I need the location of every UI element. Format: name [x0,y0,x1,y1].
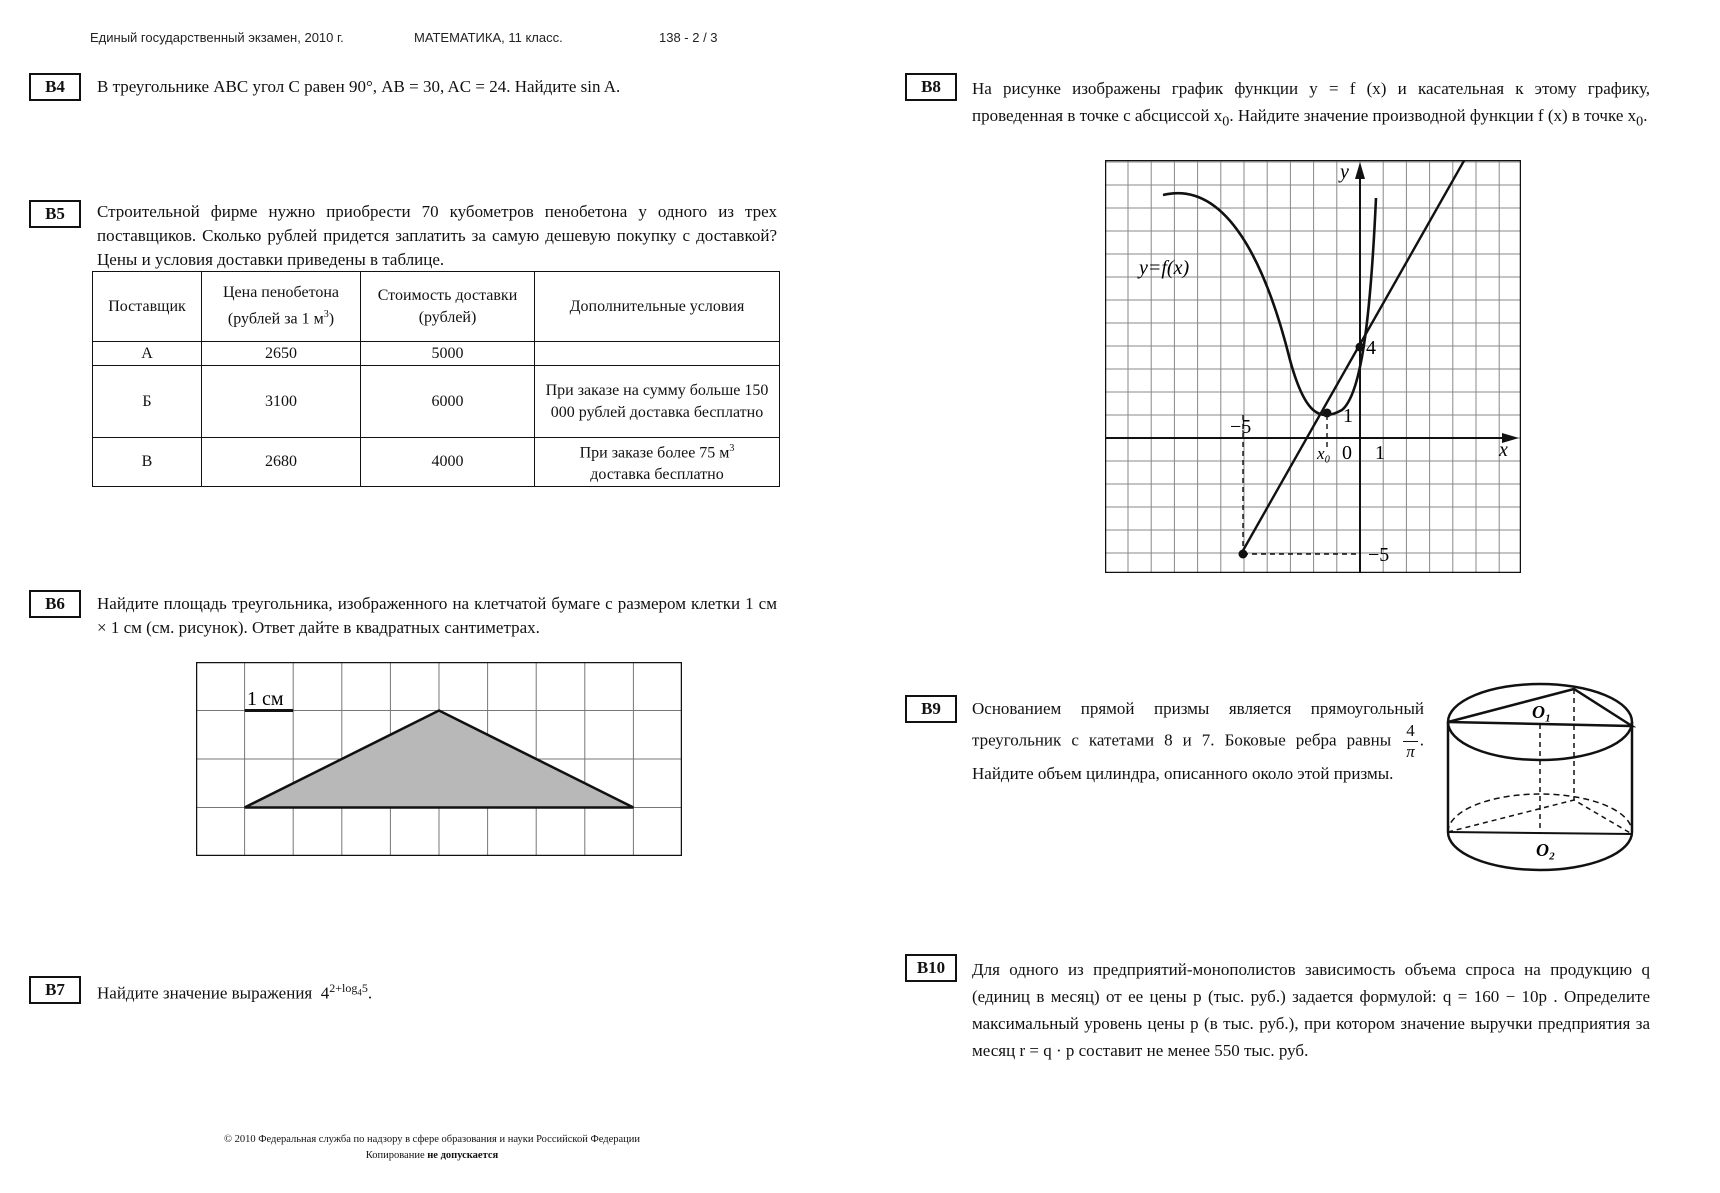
supplier-table [92,271,780,487]
b10-label: B10 [905,954,957,982]
b10-text: Для одного из предприятий-монополистов зависимость объема спроса на продукцию q (единиц в месяц) от ее цены p (тыс. руб.) задается формулой: q = 160 − 10p . Определите максимальный уровень цены p (в тыс. руб.), при котором значение выручки предприятия за месяц r = q · p составит не менее 550 тыс. руб. [972,960,1650,1060]
b9-label: B9 [905,695,957,723]
b8-text: На рисунке изображены график функции y = f (x) и касательная к этому графику, проведенная в точке с абсциссой $x_0$. Найдите значение производной функции f (x) в точке $x_0$. [972,79,1650,130]
tick-m5y: −5 [1368,544,1390,566]
header-exam: Единый государственный экзамен, 2010 г. [90,30,344,45]
b9-text: Основанием прямой призмы является прямоугольный треугольник с катетами 8 и 7. Боковые ребра равны $\frac{4}{\pi}$ . Найдите объем цилиндра, описанного около этой призмы. [972,699,1425,783]
b4-label: B4 [29,73,81,101]
b6-scale-label: 1 см [247,688,284,710]
tick-x0: x₀ [1317,444,1331,463]
table-header-delivery: Стоимость доставки (рублей) [361,272,535,342]
table-header-price: Цена пенобетона (рублей за 1 $м^3$) [202,272,361,342]
tangent-point [1323,409,1332,418]
header-subject: МАТЕМАТИКА, 11 класс. [414,30,563,45]
b6-text: Найдите площадь треугольника, изображенного на клетчатой бумаге с размером клетки 1 см × 1 см (см. рисунок). Ответ дайте в квадратных сантиметрах. [97,594,777,637]
table-row: Б 3100 6000 При заказе на сумму больше 150 000 рублей доставка бесплатно [93,366,780,438]
b5-text: Строительной фирме нужно приобрести 70 кубометров пенобетона у одного из трех поставщиков. Сколько рублей придется заплатить за самую дешевую покупку с доставкой? Цены и условия доставки приведены в таблице. [97,202,777,269]
b7-text: Найдите значение выражения $4^{2+log_45}$. [97,981,373,1003]
tick-1y: 1 [1343,405,1353,427]
b7-label: B7 [29,976,81,1004]
tangent-line [1241,160,1465,554]
tangent-y-intercept [1356,343,1365,352]
b6-grid-figure [196,662,682,856]
tangent-point-low [1239,550,1248,559]
b4-text: В треугольнике ABC угол C равен 90°, AB = 30, AC = 24. Найдите sin A. [97,77,621,96]
axis-x-label: x [1499,439,1508,461]
table-header-extra: Дополнительные условия [535,272,780,342]
header-page: 138 - 2 / 3 [659,30,718,45]
b8-function-graph [1105,160,1521,573]
table-row: В 2680 4000 При заказе более 75 $м^3$ доставка бесплатно [93,438,780,487]
axis-y-label: y [1340,161,1349,183]
table-header-supplier: Поставщик [93,272,202,342]
b8-label: B8 [905,73,957,101]
tick-1x: 1 [1375,442,1385,464]
o2-label: O₂ [1536,840,1556,860]
tick-4: 4 [1366,337,1376,359]
o1-label: O₁ [1532,702,1552,722]
tick-0: 0 [1342,442,1352,464]
b6-label: B6 [29,590,81,618]
tick-m5x: −5 [1230,416,1252,438]
fn-label: y=f(x) [1139,257,1190,279]
footer-notice: Копирование не допускается [365,1150,499,1161]
function-curve [1163,193,1376,415]
b9-cylinder-figure [1444,682,1636,880]
table-row: А 2650 5000 [93,342,780,366]
b5-label: B5 [29,200,81,228]
footer-copyright: © 2010 Федеральная служба по надзору в сфере образования и науки Российской Федерации [223,1134,641,1145]
y-axis-arrow-icon [1355,162,1365,179]
